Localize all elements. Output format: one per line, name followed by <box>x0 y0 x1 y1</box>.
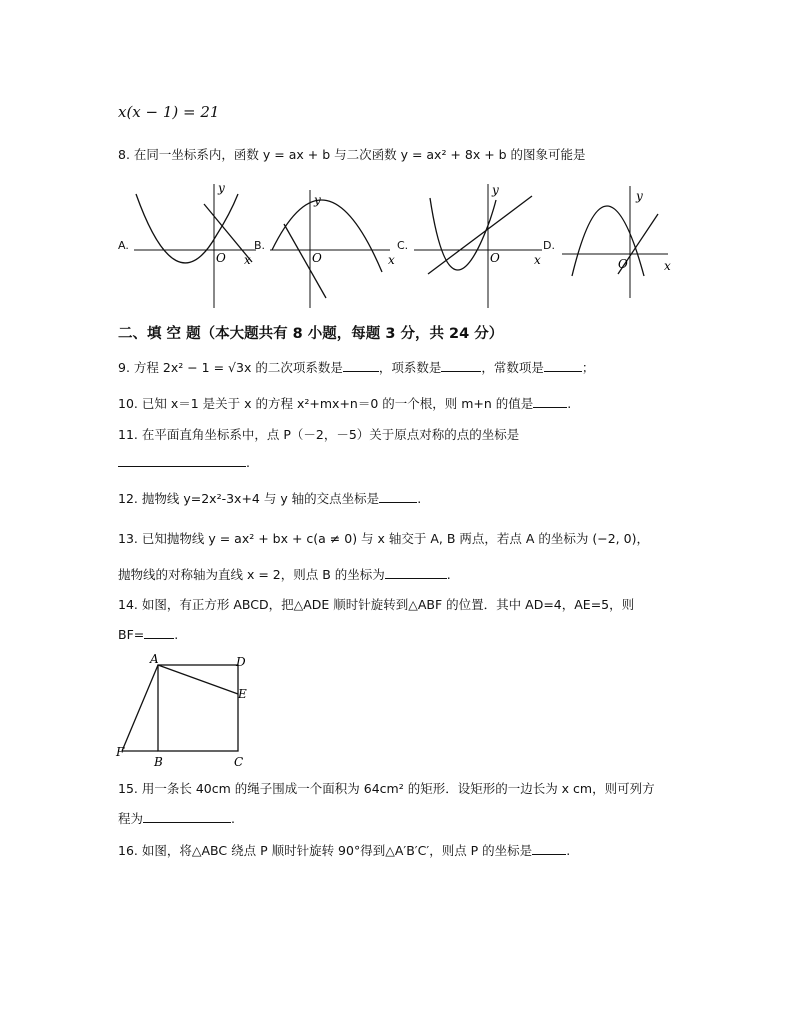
origin-label: O <box>490 251 500 265</box>
question-number: 16. <box>118 843 138 858</box>
question-number: 9. <box>118 360 130 375</box>
question-text: 抛物线 y=2x²-3x+4 与 y 轴的交点坐标是 <box>141 491 380 506</box>
top-equation: x(x − 1) = 21 <box>118 103 220 121</box>
question-text: 抛物线的对称轴为直线 x = 2，则点 B 的坐标为 <box>118 567 385 582</box>
graph-c <box>410 180 550 310</box>
punctuation: . <box>246 455 250 470</box>
question-text: 用一条长 40cm 的绳子围成一个面积为 64cm² 的矩形．设矩形的一边长为 x cm，则可列方 <box>141 781 655 796</box>
question-text: ，项系数是 <box>378 360 442 375</box>
question-number: 13. <box>118 531 138 546</box>
question-12 <box>118 490 421 508</box>
graph-b <box>266 180 396 310</box>
y-axis-label: y <box>314 193 321 207</box>
x-axis-label: x <box>664 259 671 273</box>
origin-label: O <box>618 257 628 271</box>
question-10 <box>118 395 571 413</box>
answer-blank[interactable] <box>343 359 379 372</box>
question-text: 程为 <box>118 811 144 826</box>
x-axis-label: x <box>244 253 251 267</box>
x-axis-label: x <box>534 253 541 267</box>
answer-blank[interactable] <box>379 490 417 503</box>
graph-a <box>134 180 264 310</box>
punctuation: ； <box>581 360 595 375</box>
question-13-line-2 <box>118 566 451 584</box>
question-16 <box>118 842 570 860</box>
question-text: 在同一坐标系内，函数 y = ax + b 与二次函数 y = ax² + 8x + b 的图象可能是 <box>133 147 586 162</box>
question-text: 已知 x＝1 是关于 x 的方程 x²+mx+n＝0 的一个根，则 m+n 的值是 <box>141 396 534 411</box>
square-rotation-figure <box>112 650 262 770</box>
question-text: 已知抛物线 y = ax² + bx + c(a ≠ 0) 与 x 轴交于 A, B 两点，若点 A 的坐标为 (−2, 0)， <box>141 531 649 546</box>
answer-blank[interactable] <box>118 454 246 467</box>
point-d-label: D <box>236 655 246 669</box>
point-e-label: E <box>238 687 247 701</box>
point-b-label: B <box>154 755 163 769</box>
question-number: 15. <box>118 781 138 796</box>
x-axis-label: x <box>388 253 395 267</box>
question-number: 10. <box>118 396 138 411</box>
answer-blank[interactable] <box>533 395 567 408</box>
punctuation: . <box>566 843 571 858</box>
question-text: 方程 2x² − 1 = √3x 的二次项系数是 <box>133 360 343 375</box>
option-b-label: B. <box>254 239 266 252</box>
question-text: 如图，将△ABC 绕点 P 顺时针旋转 90°得到△A′B′C′，则点 P 的坐标是 <box>141 843 533 858</box>
y-axis-label: y <box>218 181 225 195</box>
option-a-label: A. <box>118 239 129 252</box>
question-number: 8. <box>118 147 130 162</box>
origin-label: O <box>216 251 226 265</box>
answer-blank[interactable] <box>532 842 566 855</box>
punctuation: . <box>446 567 451 582</box>
point-a-label: A <box>150 652 159 666</box>
point-f-label: F <box>116 745 125 759</box>
question-8 <box>118 146 586 164</box>
answer-blank[interactable] <box>385 566 447 579</box>
question-13 <box>118 530 649 548</box>
question-number: 11. <box>118 427 138 442</box>
answer-blank[interactable] <box>441 359 481 372</box>
question-15-line-2 <box>118 810 235 828</box>
question-14 <box>118 596 634 614</box>
question-9 <box>118 359 594 377</box>
question-14-line-2 <box>118 626 178 644</box>
question-11-answer-line <box>118 454 250 472</box>
answer-blank[interactable] <box>544 359 582 372</box>
question-number: 12. <box>118 491 138 506</box>
section-heading: 二、填 空 题（本大题共有 8 小题，每题 3 分，共 24 分） <box>118 326 504 342</box>
question-text: BF= <box>118 627 145 642</box>
origin-label: O <box>312 251 322 265</box>
y-axis-label: y <box>492 183 499 197</box>
answer-blank[interactable] <box>143 810 231 823</box>
question-15 <box>118 780 655 798</box>
y-axis-label: y <box>636 189 643 203</box>
question-text: 如图，有正方形 ABCD，把△ADE 顺时针旋转到△ABF 的位置．其中 AD=4，AE=5，则 <box>141 597 635 612</box>
answer-blank[interactable] <box>144 626 174 639</box>
punctuation: . <box>174 627 179 642</box>
question-text: 在平面直角坐标系中，点 P（－2，－5）关于原点对称的点的坐标是 <box>141 427 520 442</box>
point-c-label: C <box>234 755 244 769</box>
graph-d <box>560 180 680 310</box>
question-11 <box>118 426 519 444</box>
option-c-label: C. <box>397 239 409 252</box>
question-number: 14. <box>118 597 138 612</box>
question-text: ，常数项是 <box>481 360 544 375</box>
punctuation: . <box>567 396 572 411</box>
punctuation: . <box>417 491 422 506</box>
option-d-label: D. <box>543 239 555 252</box>
punctuation: . <box>231 811 235 826</box>
